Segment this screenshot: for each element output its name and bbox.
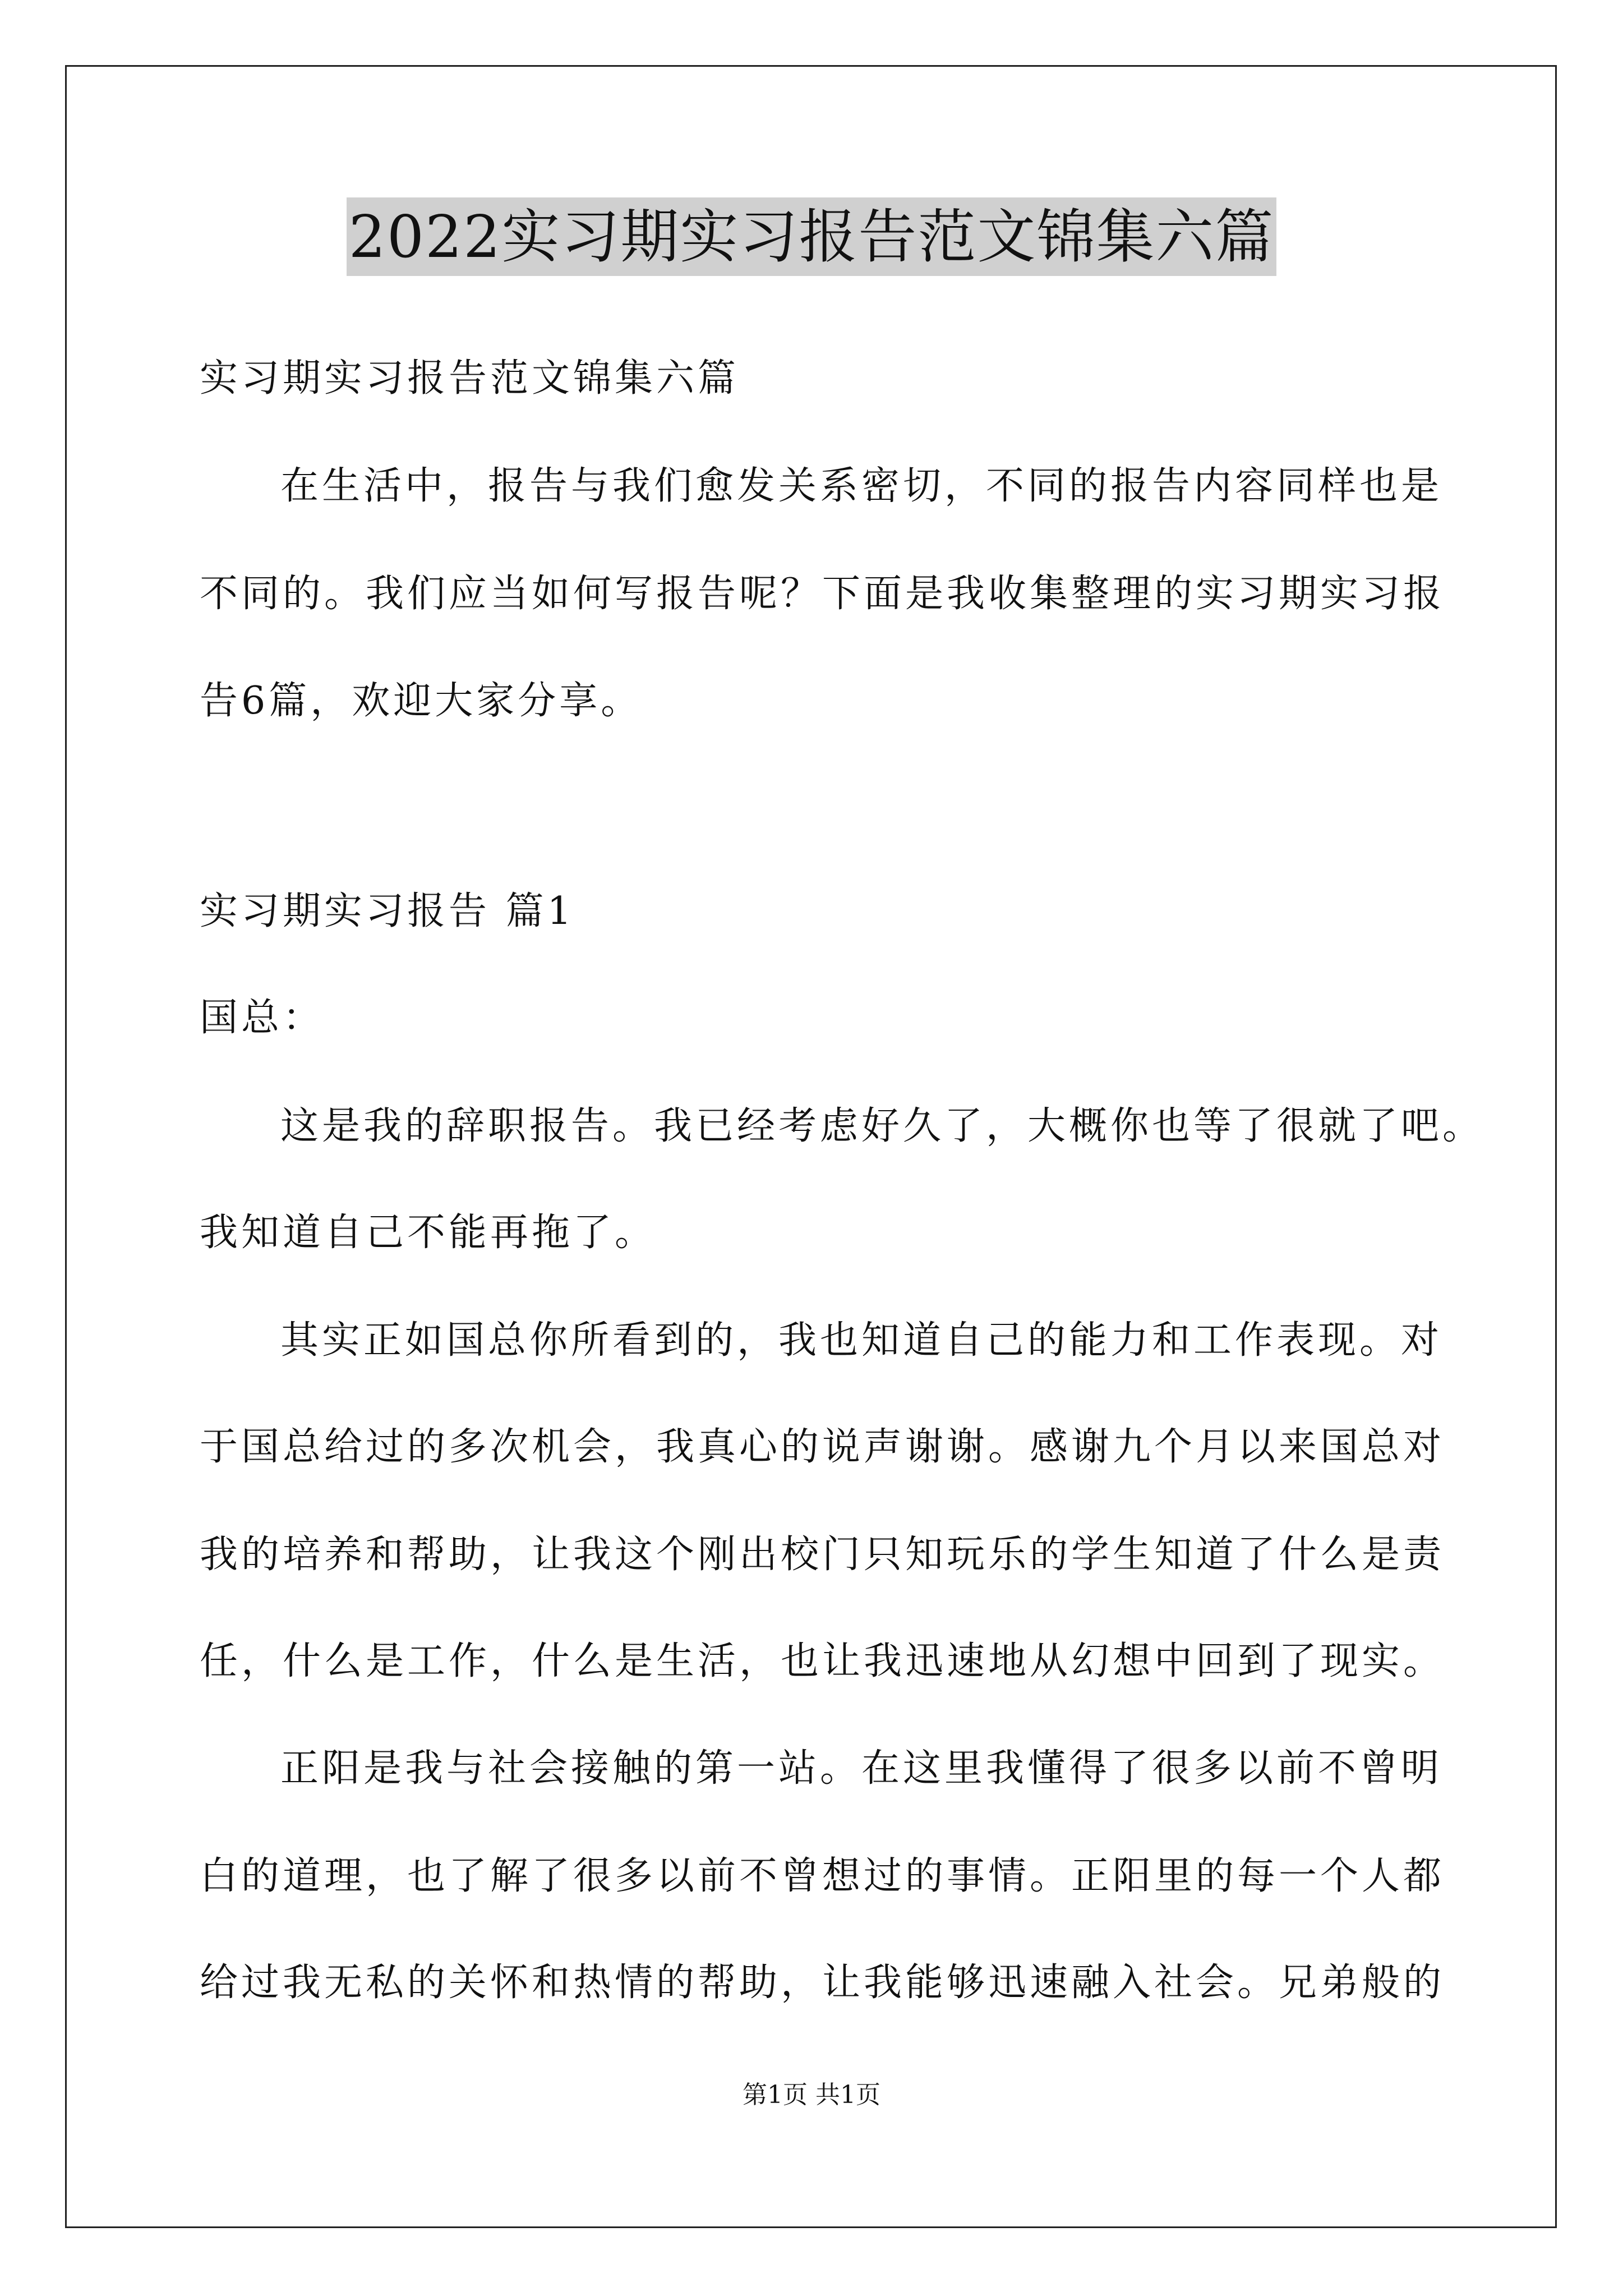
section-heading: 实习期实习报告 篇1	[200, 889, 575, 933]
intro-paragraph-line: 告6篇，欢迎大家分享。	[200, 679, 643, 723]
document-title: 2022实习期实习报告范文锦集六篇	[347, 197, 1277, 276]
body-paragraph-line: 我知道自己不能再拖了。	[200, 1211, 657, 1255]
salutation: 国总：	[200, 996, 325, 1040]
body-paragraph-line: 其实正如国总你所看到的，我也知道自己的能力和工作表现。对	[280, 1318, 1443, 1363]
body-paragraph-line: 我的培养和帮助，让我这个刚出校门只知玩乐的学生知道了什么是责	[200, 1533, 1445, 1577]
intro-paragraph-line: 不同的。我们应当如何写报告呢？下面是我收集整理的实习期实习报	[200, 572, 1445, 616]
body-paragraph-line: 给过我无私的关怀和热情的帮助，让我能够迅速融入社会。兄弟般的	[200, 1961, 1445, 2005]
body-paragraph-line: 白的道理，也了解了很多以前不曾想过的事情。正阳里的每一个人都	[200, 1854, 1445, 1898]
body-paragraph-line: 正阳是我与社会接触的第一站。在这里我懂得了很多以前不曾明	[280, 1746, 1443, 1791]
body-paragraph-line: 于国总给过的多次机会，我真心的说声谢谢。感谢九个月以来国总对	[200, 1425, 1445, 1469]
title-container	[0, 197, 1623, 276]
intro-paragraph-line: 在生活中，报告与我们愈发关系密切，不同的报告内容同样也是	[280, 464, 1443, 508]
document-subtitle: 实习期实习报告范文锦集六篇	[200, 356, 740, 401]
body-paragraph-line: 这是我的辞职报告。我已经考虑好久了，大概你也等了很就了吧。	[280, 1104, 1484, 1148]
page-number-footer: 第1页 共1页	[743, 2081, 880, 2109]
body-paragraph-line: 任，什么是工作，什么是生活，也让我迅速地从幻想中回到了现实。	[200, 1639, 1445, 1683]
